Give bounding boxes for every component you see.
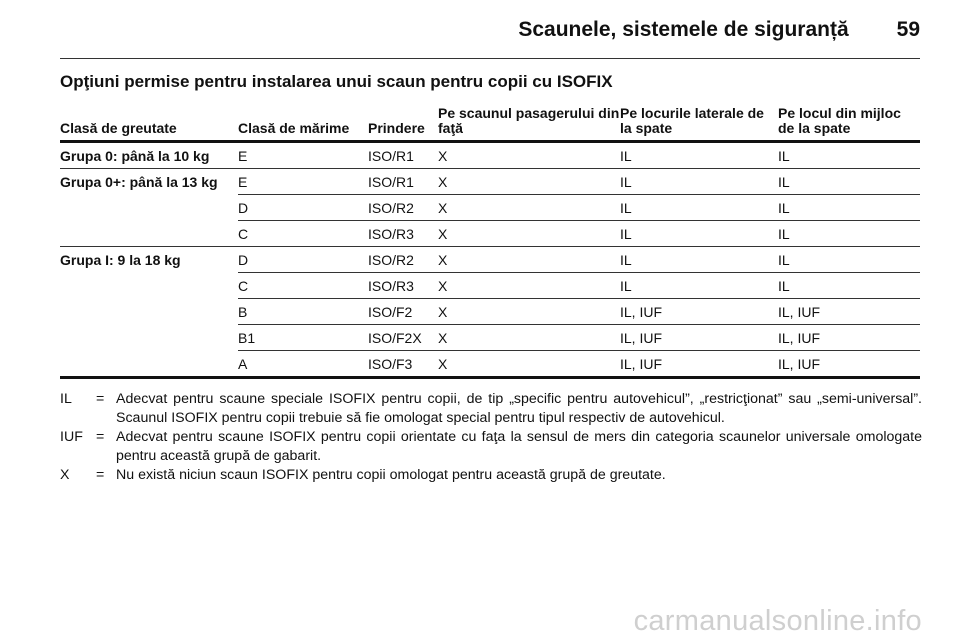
cell-rear-center: IL (778, 195, 920, 221)
cell-rear-center: IL (778, 247, 920, 273)
cell-front: X (438, 169, 620, 195)
table-header-row (60, 102, 920, 142)
cell-fixture: ISO/F3 (368, 351, 438, 378)
cell-front: X (438, 221, 620, 247)
table-row (60, 142, 920, 169)
col-header-front-passenger: Pe scaunul pasagerului din faţă (438, 102, 620, 142)
legend-definition: Adecvat pentru scaune ISOFIX pentru copii orientate cu faţa la sensul de mers din categoria scaunelor universale omologate pentru această grupă de gabarit. (116, 429, 922, 464)
legend-term: X (60, 467, 70, 483)
cell-size: C (238, 273, 368, 299)
cell-front: X (438, 142, 620, 169)
header-rule (60, 58, 920, 59)
cell-group (60, 299, 238, 325)
cell-rear-outer: IL (620, 169, 778, 195)
cell-fixture: ISO/R3 (368, 221, 438, 247)
legend-definition: Adecvat pentru scaune speciale ISOFIX pentru copii, de tip „specific pentru autovehicul”, „restricţionat” sau „semi-universal”. Scaunul ISOFIX pentru copii trebuie să fie omologat special pentru tipul respectiv de autovehicul. (116, 391, 922, 426)
cell-group (60, 273, 238, 299)
cell-group (60, 221, 238, 247)
col-header-fixture: Prindere (368, 102, 438, 142)
cell-fixture: ISO/F2X (368, 325, 438, 351)
col-header-size-class: Clasă de mărime (238, 102, 368, 142)
cell-rear-outer: IL, IUF (620, 351, 778, 378)
table-row (60, 169, 920, 195)
cell-rear-center: IL, IUF (778, 351, 920, 378)
cell-front: X (438, 273, 620, 299)
cell-rear-center: IL (778, 273, 920, 299)
legend-definition: Nu există niciun scaun ISOFIX pentru copii omologat pentru această grupă de greutate. (116, 467, 666, 483)
cell-front: X (438, 195, 620, 221)
legend-equals: = (96, 429, 105, 445)
legend (60, 390, 922, 485)
cell-rear-outer: IL (620, 247, 778, 273)
table-row (60, 351, 920, 378)
cell-size: B (238, 299, 368, 325)
cell-fixture: ISO/F2 (368, 299, 438, 325)
cell-group (60, 325, 238, 351)
cell-rear-outer: IL (620, 142, 778, 169)
cell-rear-center: IL (778, 169, 920, 195)
legend-term: IUF (60, 429, 83, 445)
legend-equals: = (96, 467, 105, 483)
cell-front: X (438, 351, 620, 378)
cell-front: X (438, 299, 620, 325)
cell-rear-outer: IL (620, 195, 778, 221)
cell-fixture: ISO/R1 (368, 142, 438, 169)
cell-rear-outer: IL (620, 273, 778, 299)
cell-rear-outer: IL, IUF (620, 325, 778, 351)
cell-rear-center: IL, IUF (778, 299, 920, 325)
cell-rear-center: IL (778, 142, 920, 169)
col-header-weight-class: Clasă de greutate (60, 102, 238, 142)
table-row (60, 325, 920, 351)
legend-item-iuf (60, 428, 922, 466)
cell-fixture: ISO/R3 (368, 273, 438, 299)
cell-size: E (238, 169, 368, 195)
page-title: Scaunele, sistemele de siguranță (518, 18, 849, 41)
cell-size: A (238, 351, 368, 378)
watermark: carmanualsonline.info (633, 605, 922, 637)
legend-equals: = (96, 391, 105, 407)
col-header-rear-outer: Pe locurile laterale de la spate (620, 102, 778, 142)
col-header-rear-center: Pe locul din mijloc de la spate (778, 102, 920, 142)
table-row (60, 273, 920, 299)
legend-term: IL (60, 391, 72, 407)
cell-group: Grupa 0: până la 10 kg (60, 142, 238, 169)
table-row (60, 195, 920, 221)
cell-group (60, 195, 238, 221)
cell-rear-center: IL (778, 221, 920, 247)
table-row (60, 247, 920, 273)
section-title: Opţiuni permise pentru instalarea unui scaun pentru copii cu ISOFIX (60, 72, 613, 91)
page-header (518, 18, 920, 42)
cell-rear-outer: IL (620, 221, 778, 247)
cell-rear-outer: IL, IUF (620, 299, 778, 325)
legend-item-x (60, 466, 922, 485)
table-row (60, 299, 920, 325)
page-number: 59 (896, 18, 920, 41)
cell-fixture: ISO/R1 (368, 169, 438, 195)
cell-rear-center: IL, IUF (778, 325, 920, 351)
cell-size: B1 (238, 325, 368, 351)
legend-item-il (60, 390, 922, 428)
isofix-table (60, 102, 920, 379)
cell-group: Grupa I: 9 la 18 kg (60, 251, 181, 268)
table-row (60, 221, 920, 247)
cell-size: D (238, 195, 368, 221)
cell-size: E (238, 142, 368, 169)
cell-front: X (438, 325, 620, 351)
cell-front: X (438, 247, 620, 273)
cell-group: Grupa 0+: până la 13 kg (60, 173, 218, 190)
cell-fixture: ISO/R2 (368, 195, 438, 221)
cell-group (60, 351, 238, 378)
cell-fixture: ISO/R2 (368, 247, 438, 273)
cell-size: C (238, 221, 368, 247)
cell-size: D (238, 247, 368, 273)
